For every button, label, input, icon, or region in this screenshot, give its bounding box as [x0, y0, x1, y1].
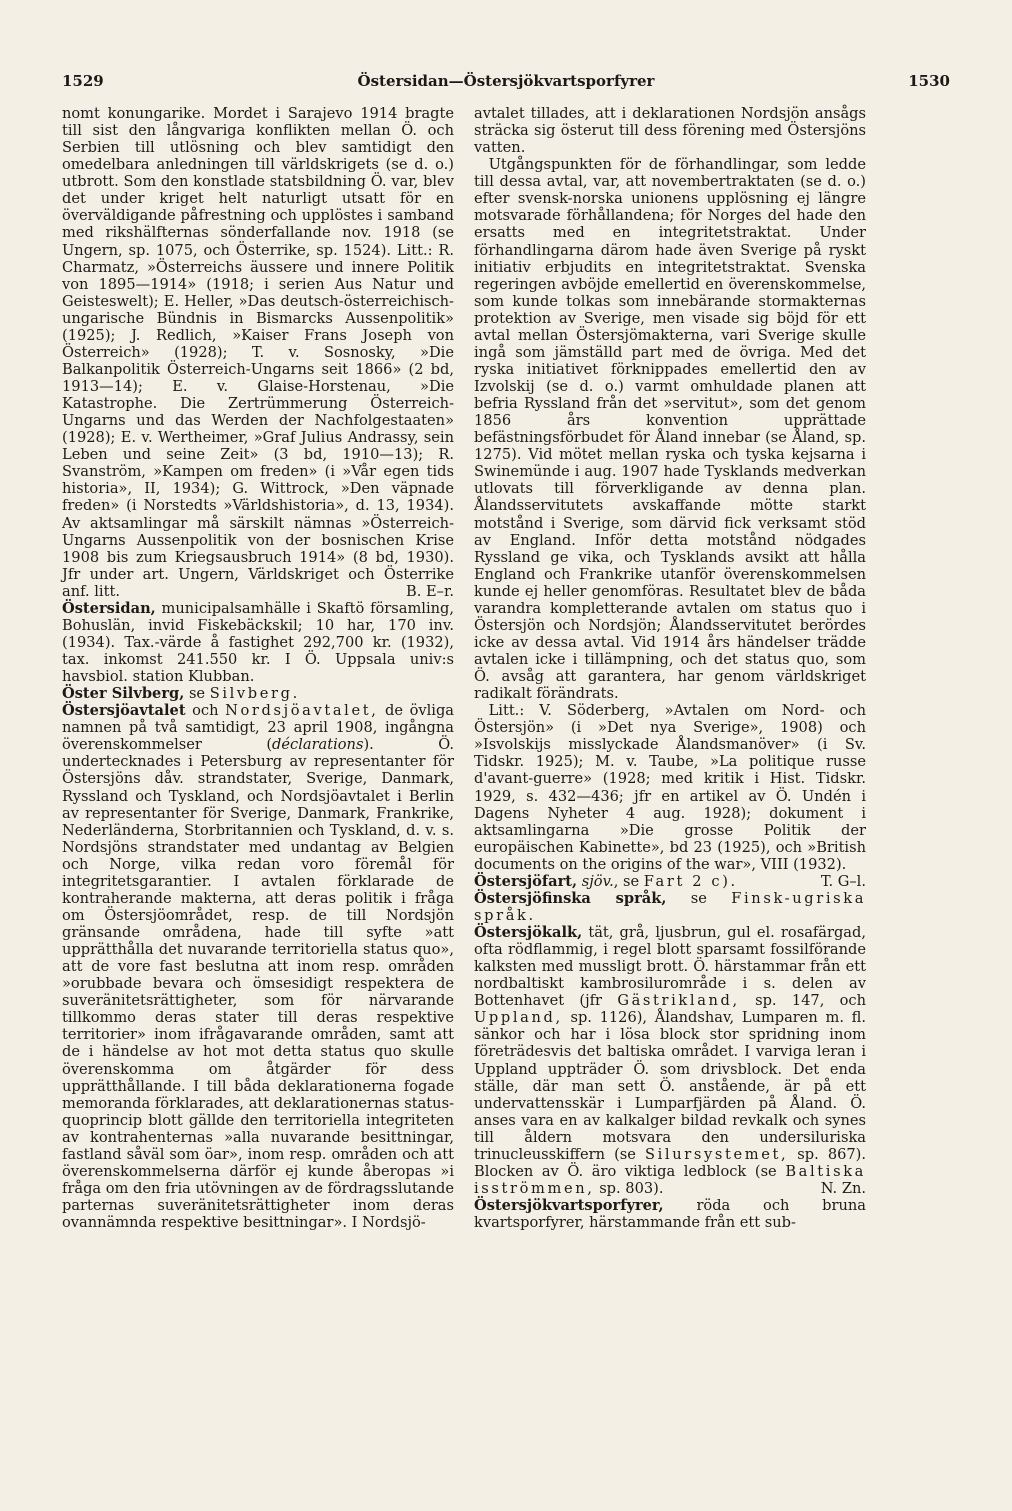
cross-reference: Silursystemet,	[645, 1145, 789, 1163]
cross-reference: Silvberg.	[209, 685, 300, 703]
osterrike-continuation: nomt konungarike. Mordet i Sarajevo 1914 bragte till sist den långvariga konflikten mellan Ö. och Serbien till utlösning och blev samtidigt den omedelbara anledningen till världskrigets (se d. o.) utbrott. Som den konstlade statsbildning Ö. var, blev det under kriget helt naturligt utsatt för en överväldigande påfrestning och upplöstes i samband med rikshälfternas sönderfallande nov. 1918 (se Ungern, sp. 1075, och Österrike, sp. 1524). Litt.: R. Charmatz, »Österreichs äussere und innere Politik von 1895—1914» (1918; i serien Aus Natur und Geisteswelt); E. Heller, »Das deutsch-österreichisch-ungarische Bündnis in Bismarcks Aussenpolitik» (1925); J. Redlich, »Kaiser Frans Joseph von Österreich» (1928); T. v. Sosnosky, »Die Balkanpolitik Österreich-Ungarns seit 1866» (2 bd, 1913—14); E. v. Glaise-Horstenau, »Die Katastrophe. Die Zertrümmerung Österreich-Ungarns und das Werden der Nachfolgestaaten» (1928); E. v. Wertheimer, »Graf Julius Andrassy, sein Leben und seine Zeit» (3 bd, 1910—13); R. Svanström, »Kampen om freden» (i »Vår egen tids historia», II, 1934); G. Wittrock, »Den väpnade freden» (i Norstedts »Världshistoria», d. 13, 1934). Av aktsamlingar må särskilt nämnas »Österreich-Ungarns Aussenpolitik von der bosnischen Krise 1908 bis zum Kriegsausbruch 1914» (8 bd, 1930). Jfr under art. Ungern, Världskriget och Österrike anf. litt.	[62, 105, 454, 600]
ostersjoavtalet-history: Utgångspunkten för de förhandlingar, som ledde till dessa avtal, var, att novembertraktaten (se d. o.) efter svensk-norska unionens upplösning ej längre motsvarade förhållandena; för Norges del hade den ersatts med en integritetstraktat. Under förhandlingarna därom hade även Sverige på ryskt initiativ erbjudits en integritetstraktat. Svenska regeringen avböjde emellertid en överenskommelse, som kunde tolkas som innebärande stormakternas protektion av Sverige, men visade sig böjd för ett avtal mellan Östersjömakterna, vari Sverige skulle ingå som jämställd part med de övriga. Med det ryska initiativet förknippades emellertid den av Izvolskij (se d. o.) varmt omhuldade planen att befria Ryssland från det »servitut», som det genom 1856 års konvention upprättade befästningsförbudet för Åland innebar (se Åland, sp. 1275). Vid mötet mellan ryska och tyska kejsarna i Swinemünde i aug. 1907 hade Tysklands medverkan utlovats till förverkligande av denna plan. Ålandsservitutets avskaffande mötte starkt motstånd i Sverige, som därvid fick verksamt stöd av England. Inför detta motstånd nödgades Ryssland ge vika, och Tysklands avsikt att hålla England och Frankrike utanför överenskommelsen kunde ej heller genomföras. Resultatet blev de båda varandra kompletterande avtalen om status quo i Östersjön och Nordsjön; Ålandsservitutet berördes icke av dessa avtal. Vid 1914 års händelser trädde avtalen icke i tillämpning, och det status quo, som Ö. avsåg att garantera, har genom världskriget radikalt förändrats.	[474, 156, 866, 703]
entry-body: sp. 1126), Ålandshav, Lumparen m. fl. sänkor och har i lösa block stor spridning inom företrädesvis det baltiska området. I varviga leran i Uppland uppträder Ö. som drivsblock. Det enda ställe, där man sett Ö. anstående, är på ett undervattensskär i Lumparfjärden på Åland. Ö. anses vara en av kalkalger bildad revkalk och synes till åldern motsvara den undersiluriska trinucleusskiffern (se	[474, 1009, 867, 1163]
left-column	[62, 105, 454, 1231]
ostersjoavtalet-continuation: avtalet tillades, att i deklarationen Nordsjön ansågs sträcka sig österut till dess förening med Östersjöns vatten.	[474, 105, 866, 157]
literature-list: Litt.: V. Söderberg, »Avtalen om Nord- och Östersjön» (i »Det nya Sverige», 1908) och »Isvolskijs misslyckade Ålandsmanöver» (i Sv. Tidskr. 1925); M. v. Taube, »La politique russe d'avant-guerre» (1928; med kritik i Hist. Tidskr. 1929, s. 432—436; jfr en artikel av Ö. Undén i Dagens Nyheter 4 aug. 1928); dokument i aktsamlingarna »Die grosse Politik der europäischen Kabinette», bd 23 (1925), och »British documents on the origins of the war», VIII (1932).	[474, 702, 866, 873]
entry-headword: Östersjökalk,	[474, 924, 583, 941]
entry-ostersjofinska-sprak	[474, 890, 866, 924]
entry-ostersidan	[62, 600, 454, 685]
header-title: Östersidan—Östersjökvartsporfyrer	[357, 72, 655, 90]
cross-reference: Finsk-ugriska språk.	[474, 889, 867, 924]
entry-ostersjoavtalet	[62, 702, 454, 1231]
entry-body: röda och bruna kvartsporfyrer, härstammande från ett sub-	[474, 1197, 866, 1232]
entry-body: sp. 803).	[599, 1179, 664, 1197]
entry-body: tät, grå, ljusbrun, gul el. rosafärgad, ofta rödflammig, i regel blott sparsamt fossilförande kalksten med mussligt brott. Ö. härstammar från ett nordbaltiskt kambrosilurområde i s. delen av Bottenhavet (jfr	[474, 924, 866, 1010]
author-signature: N. Zn.	[820, 1179, 866, 1197]
entry-body: municipalsamhälle i Skaftö församling, Bohuslän, invid Fiskebäckskil; 10 har, 170 inv. (1934). Tax.-värde å fastighet 292,700 kr. (1932), tax. inkomst 241.550 kr. I Ö. Uppsala univ:s havsbiol. station Klubban.	[62, 599, 454, 686]
entry-body: sp. 867). Blocken av Ö. äro viktiga ledblock (se	[474, 1145, 867, 1180]
running-header	[62, 72, 950, 98]
entry-body: ). Ö. undertecknades i Petersburg av representanter för Östersjöns dåv. strandstater, Sverige, Danmark, Ryssland och Tyskland, och Nordsjöavtalet i Berlin av representanter för Sverige, Danmark, Frankrike, Nederländerna, Storbritannien och Tyskland, d. v. s. Nordsjöns strandstater med undantag av Belgien och Norge, vilka redan voro föremål för integritetsgarantier. I avtalen förklarade de kontraherande makterna, att deras politik i fråga om Östersjöområdet, resp. de till Nordsjön gränsande områdena, hade till syfte »att upprätthålla det nuvarande territoriella status quo», att de vore fast beslutna att inom resp. områden »orubbade bevara och ömsesidigt respektera de suveränitetsrättigheter, som för närvarande tillkommo deras stater till deras respektive territorier» inom ifrågavarande områden, samt att de i händelse av hot mot detta status quo skulle överenskomma om åtgärder för dess upprätthållande. I till båda deklarationerna fogade memoranda förklarades, att deklarationernas status-quoprincip blott gällde den territoriella integriteten av kontrahenternas »alla nuvarande besittningar, fastland såväl som öar», inom resp. områden och att överenskommelserna därför ej kunde åberopas »i fråga om den fria utövningen av de fördragsslutande parternas suveränitetsrättigheter inom deras ovannämnda respektive besittningar». I Nordsjö-	[62, 736, 454, 1232]
entry-body: sp. 147, och	[755, 992, 867, 1010]
page-number-right: 1530	[908, 72, 950, 90]
author-signature: B. E–r.	[406, 582, 454, 600]
entry-oster-silvberg	[62, 685, 454, 702]
author-signature: T. G–l.	[820, 872, 866, 890]
entry-headword: Östersjökvartsporfyrer,	[474, 1197, 664, 1214]
page-number-left: 1529	[62, 72, 104, 90]
entry-headword: Östersidan,	[62, 599, 156, 617]
entry-ostersjokalk	[474, 924, 866, 1197]
entry-headword: Östersjöfinska språk,	[474, 889, 667, 907]
italic-term: sjöv.	[581, 872, 614, 890]
entry-body: se	[690, 889, 707, 907]
entry-headword: Östersjöavtalet	[62, 702, 186, 720]
article-text	[62, 105, 454, 600]
italic-term: déclarations	[272, 736, 364, 754]
cross-reference: Nordsjöavtalet,	[225, 702, 379, 720]
cross-reference: Fart 2 c).	[643, 872, 738, 890]
entry-headword: Öster Silvberg,	[62, 685, 185, 703]
entry-body: de övliga namnen på två samtidigt, 23 april 1908, ingångna överenskommelser (	[62, 702, 454, 754]
cross-reference: Gästrikland,	[617, 992, 740, 1010]
article-text	[474, 105, 866, 156]
entry-headword: Östersjöfart,	[474, 872, 578, 890]
cross-reference: Baltiska isströmmen,	[474, 1162, 867, 1197]
entry-ostersjokvartsporfyrer	[474, 1197, 866, 1231]
cross-reference: Uppland,	[474, 1009, 563, 1027]
entry-body: se	[188, 685, 206, 703]
entry-body: och	[192, 702, 219, 720]
right-column	[474, 105, 866, 1231]
entry-body: , se	[613, 872, 640, 890]
article-text	[474, 156, 866, 702]
